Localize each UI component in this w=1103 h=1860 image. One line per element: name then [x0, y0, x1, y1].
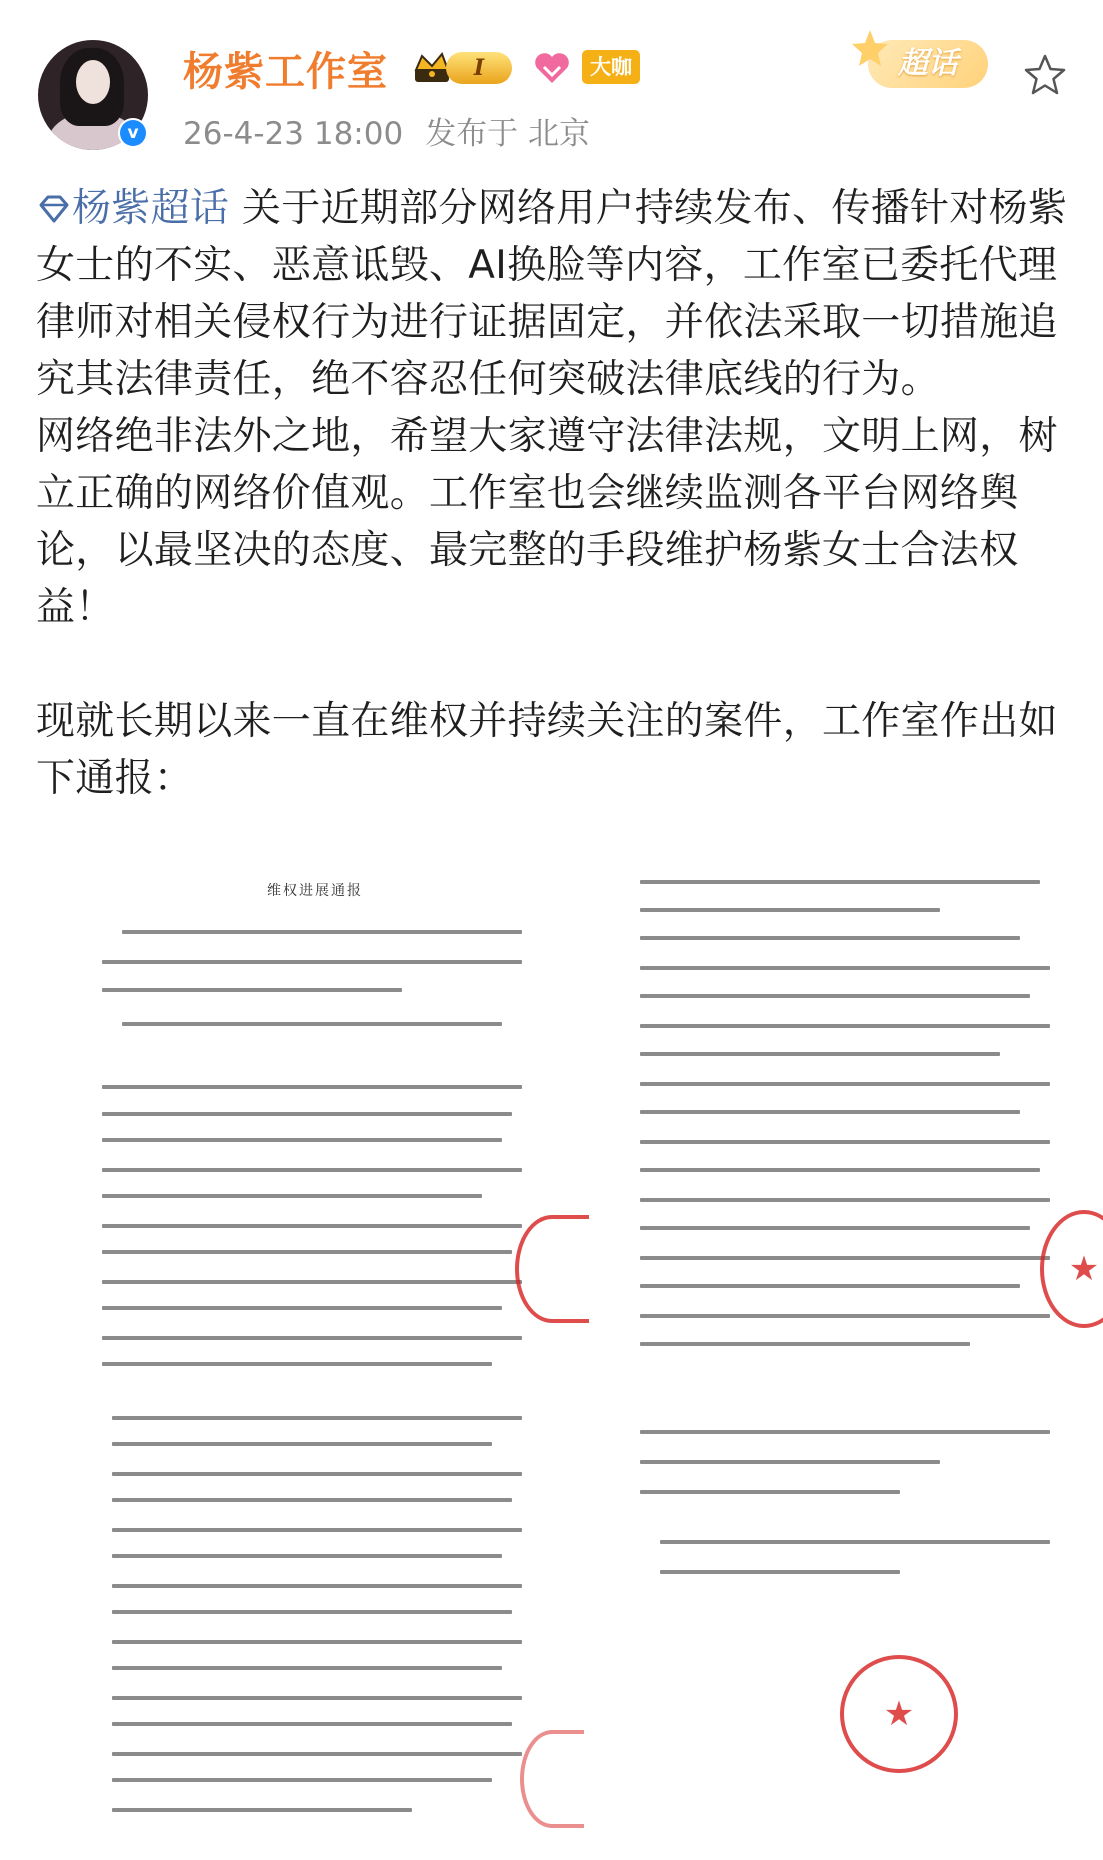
post-paragraph-1	[36, 180, 1076, 408]
post-paragraph-3: 现就长期以来一直在维权并持续关注的案件，工作室作出如下通报：	[36, 699, 1058, 801]
super-topic-badge[interactable]	[850, 28, 1000, 98]
vip-badge: 大咖	[582, 50, 640, 84]
red-seal-partial-2: ★	[1040, 1210, 1103, 1328]
document-title: 维权进展通报	[267, 883, 363, 899]
verified-badge-icon: v	[118, 118, 148, 148]
document-image-1[interactable]	[62, 870, 552, 1390]
document-image-2[interactable]	[620, 870, 1080, 1390]
post-header	[0, 0, 1103, 165]
post-body	[36, 180, 1076, 807]
topic-link[interactable]	[36, 186, 229, 231]
post-meta	[183, 108, 590, 153]
document-image-4[interactable]	[620, 1400, 1080, 1840]
post-location: 发布于 北京	[425, 116, 591, 152]
member-level-badge[interactable]	[412, 48, 517, 88]
diamond-icon	[36, 194, 72, 224]
topic-tag: 杨紫超话	[72, 186, 230, 231]
sparkle-star-icon	[850, 28, 890, 68]
post-paragraph-2: 网络绝非法外之地，希望大家遵守法律法规，文明上网，树立正确的网络价值观。工作室也会继续监测各平台网络舆论，以最坚决的态度、最完整的手段维护杨紫女士合法权益！	[36, 414, 1058, 630]
author-name[interactable]: 杨紫工作室	[183, 49, 388, 95]
favorite-star-icon[interactable]	[1022, 52, 1068, 98]
document-image-3[interactable]	[62, 1400, 552, 1840]
super-topic-label: 超话	[868, 40, 988, 88]
fan-heart-icon[interactable]	[532, 50, 572, 86]
level-label: I	[446, 52, 512, 84]
post-datetime: 26-4-23 18:00	[183, 116, 404, 152]
red-seal-signature: ★	[840, 1655, 958, 1773]
paragraph-1-text: 关于近期部分网络用户持续发布、传播针对杨紫女士的不实、恶意诋毁、AI换脸等内容，工作室已委托代理律师对相关侵权行为进行证据固定，并依法采取一切措施追究其法律责任，绝不容忍任何突破法律底线的行为。	[36, 186, 1068, 402]
red-seal-partial-1	[515, 1215, 589, 1323]
red-seal-partial-3	[520, 1730, 584, 1828]
